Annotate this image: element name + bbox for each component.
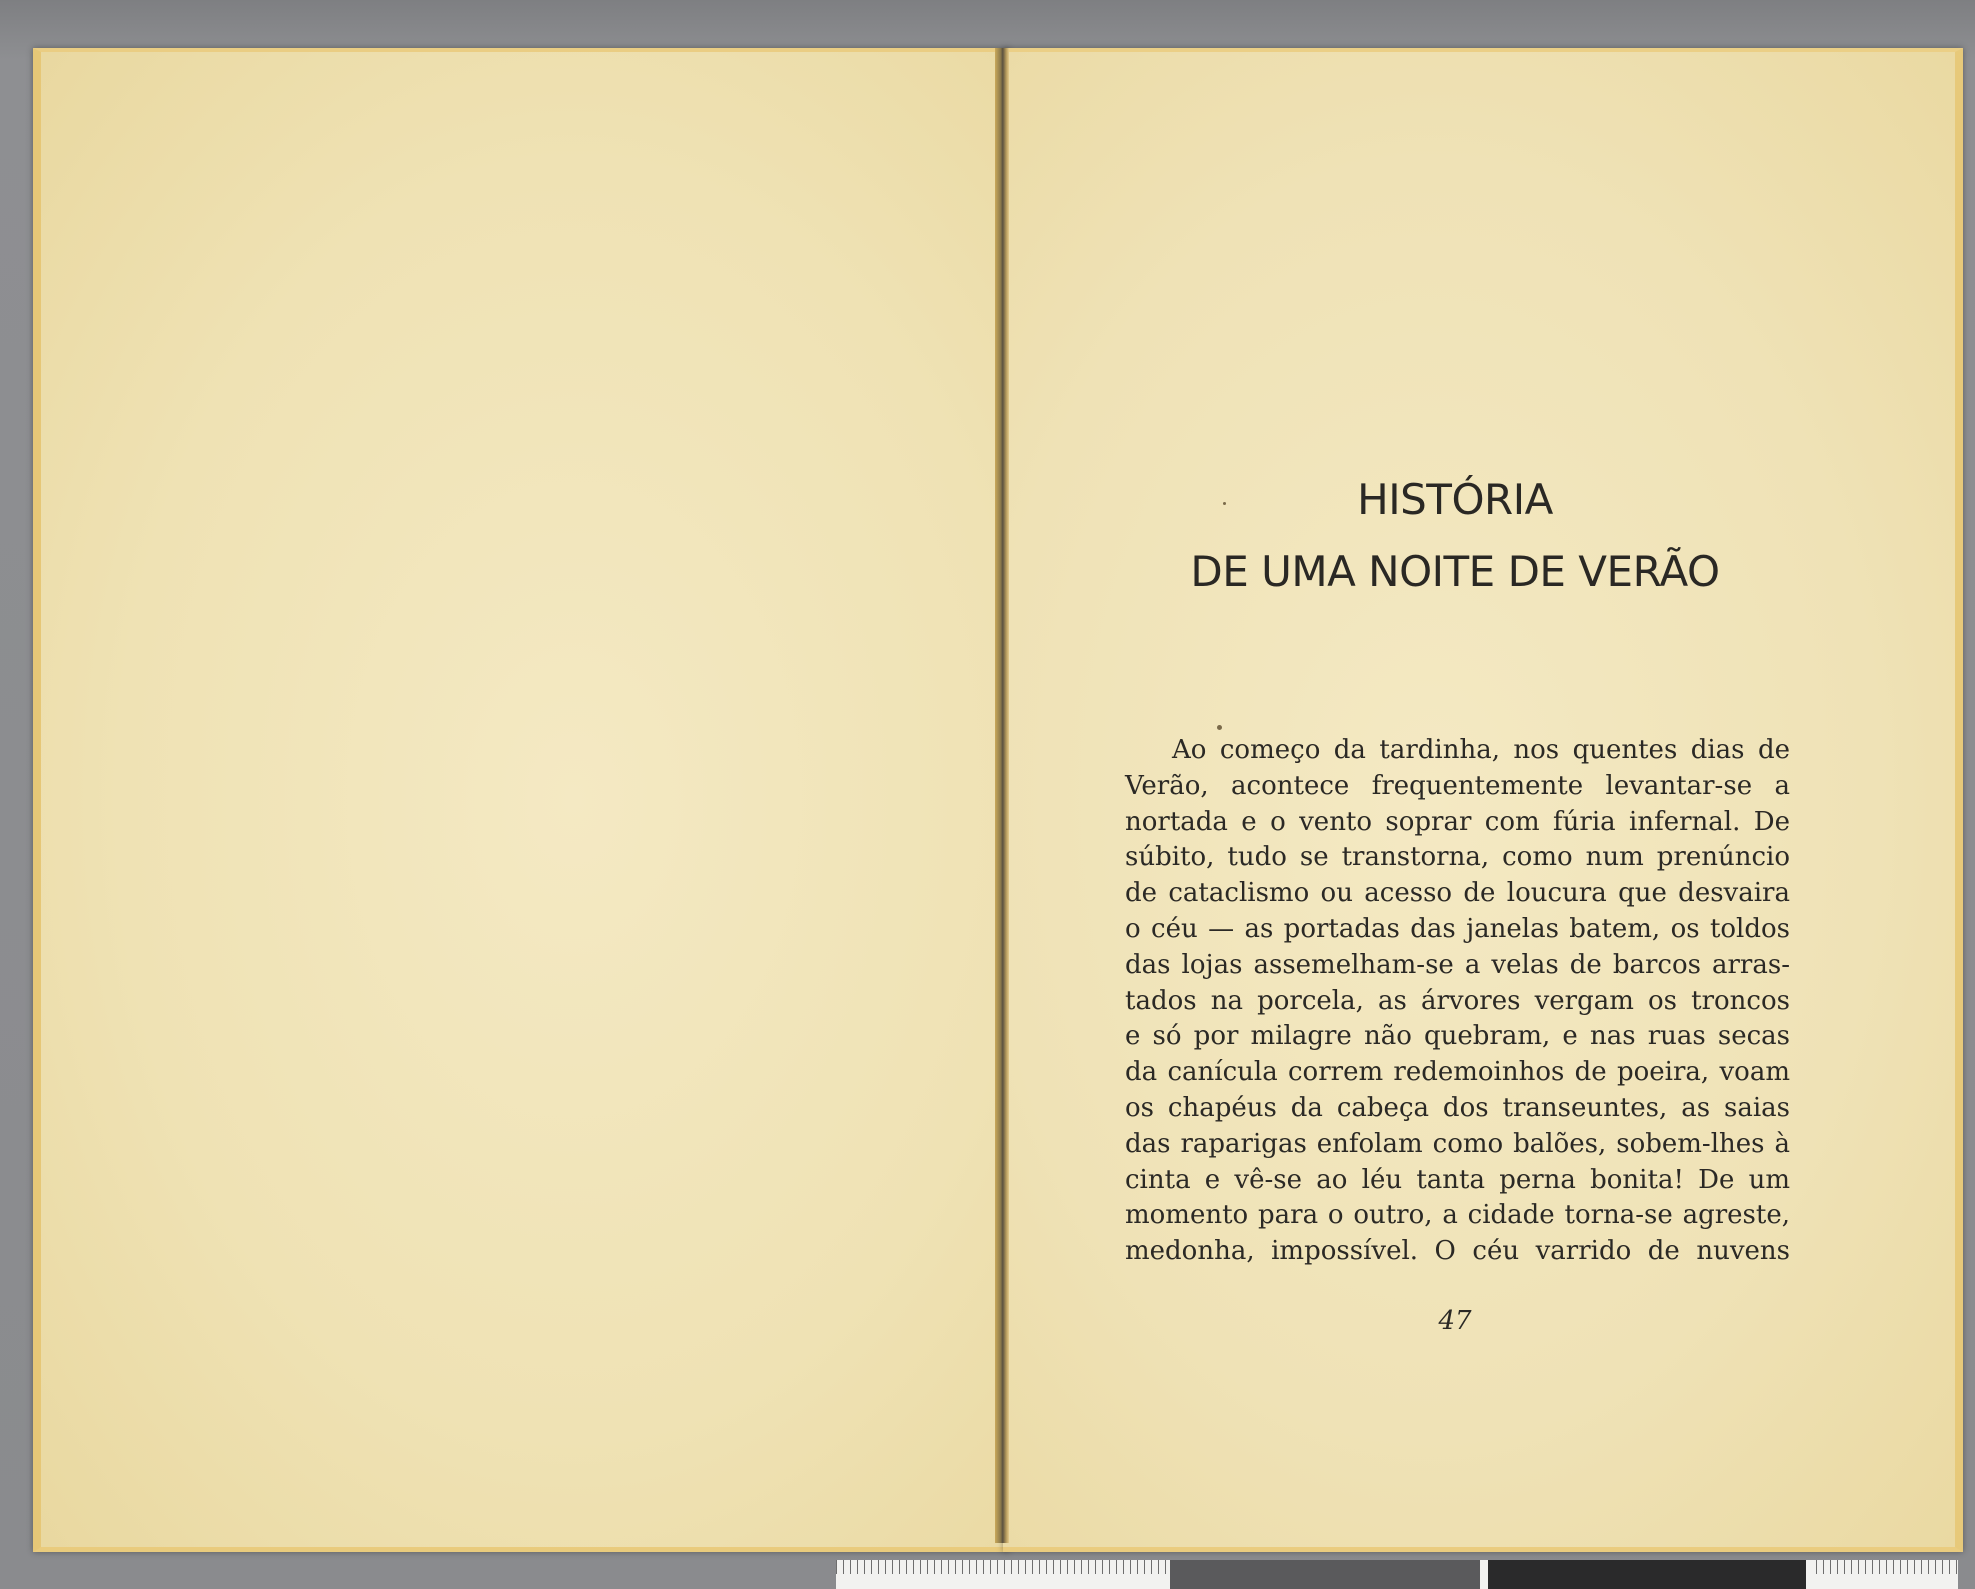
text-line: de cataclismo ou acesso de loucura que desvaira — [1125, 878, 1790, 909]
text-line: da canícula correm redemoinhos de poeira, voam — [1125, 1057, 1790, 1088]
text-line: e só por milagre não quebram, e nas ruas secas — [1125, 1021, 1790, 1052]
chapter-paragraph — [1125, 733, 1790, 1270]
ruler-ticks — [1816, 1560, 1958, 1574]
scale-ruler — [836, 1560, 1958, 1589]
chapter-title-line-1: HISTÓRIA — [1357, 475, 1553, 524]
text-line: o céu — as portadas das janelas batem, os toldos — [1125, 913, 1790, 944]
text-line: cinta e vê-se ao léu tanta perna bonita! De um — [1125, 1164, 1790, 1195]
text-line: das lojas assemelham-se a velas de barcos arras- — [1125, 949, 1790, 980]
text-line: súbito, tudo se transtorna, como num prenúncio — [1125, 842, 1790, 873]
page-number: 47 — [1438, 1306, 1472, 1336]
grey-calibration-block — [1170, 1560, 1480, 1589]
paper-speck — [1217, 725, 1222, 730]
black-calibration-block — [1488, 1560, 1806, 1589]
text-line: tados na porcela, as árvores vergam os troncos — [1125, 985, 1790, 1016]
white-calibration-block — [1480, 1560, 1488, 1589]
text-line: nortada e o vento soprar com fúria infernal. De — [1125, 806, 1790, 837]
text-line: momento para o outro, a cidade torna-se agreste, — [1125, 1200, 1790, 1231]
book-gutter — [995, 48, 1009, 1543]
ruler-ticks — [836, 1560, 1166, 1574]
text-line: medonha, impossível. O céu varrido de nuvens — [1125, 1236, 1790, 1267]
chapter-title-line-2: DE UMA NOITE DE VERÃO — [1190, 547, 1720, 596]
text-line: Ao começo da tardinha, nos quentes dias de — [1172, 735, 1790, 765]
text-line: Verão, acontece frequentemente levantar-se a — [1125, 770, 1790, 801]
text-line: os chapéus da cabeça dos transeuntes, as saias — [1125, 1092, 1790, 1123]
left-page-blank — [33, 48, 1009, 1552]
text-line: das raparigas enfolam como balões, sobem-lhes à — [1125, 1128, 1790, 1159]
